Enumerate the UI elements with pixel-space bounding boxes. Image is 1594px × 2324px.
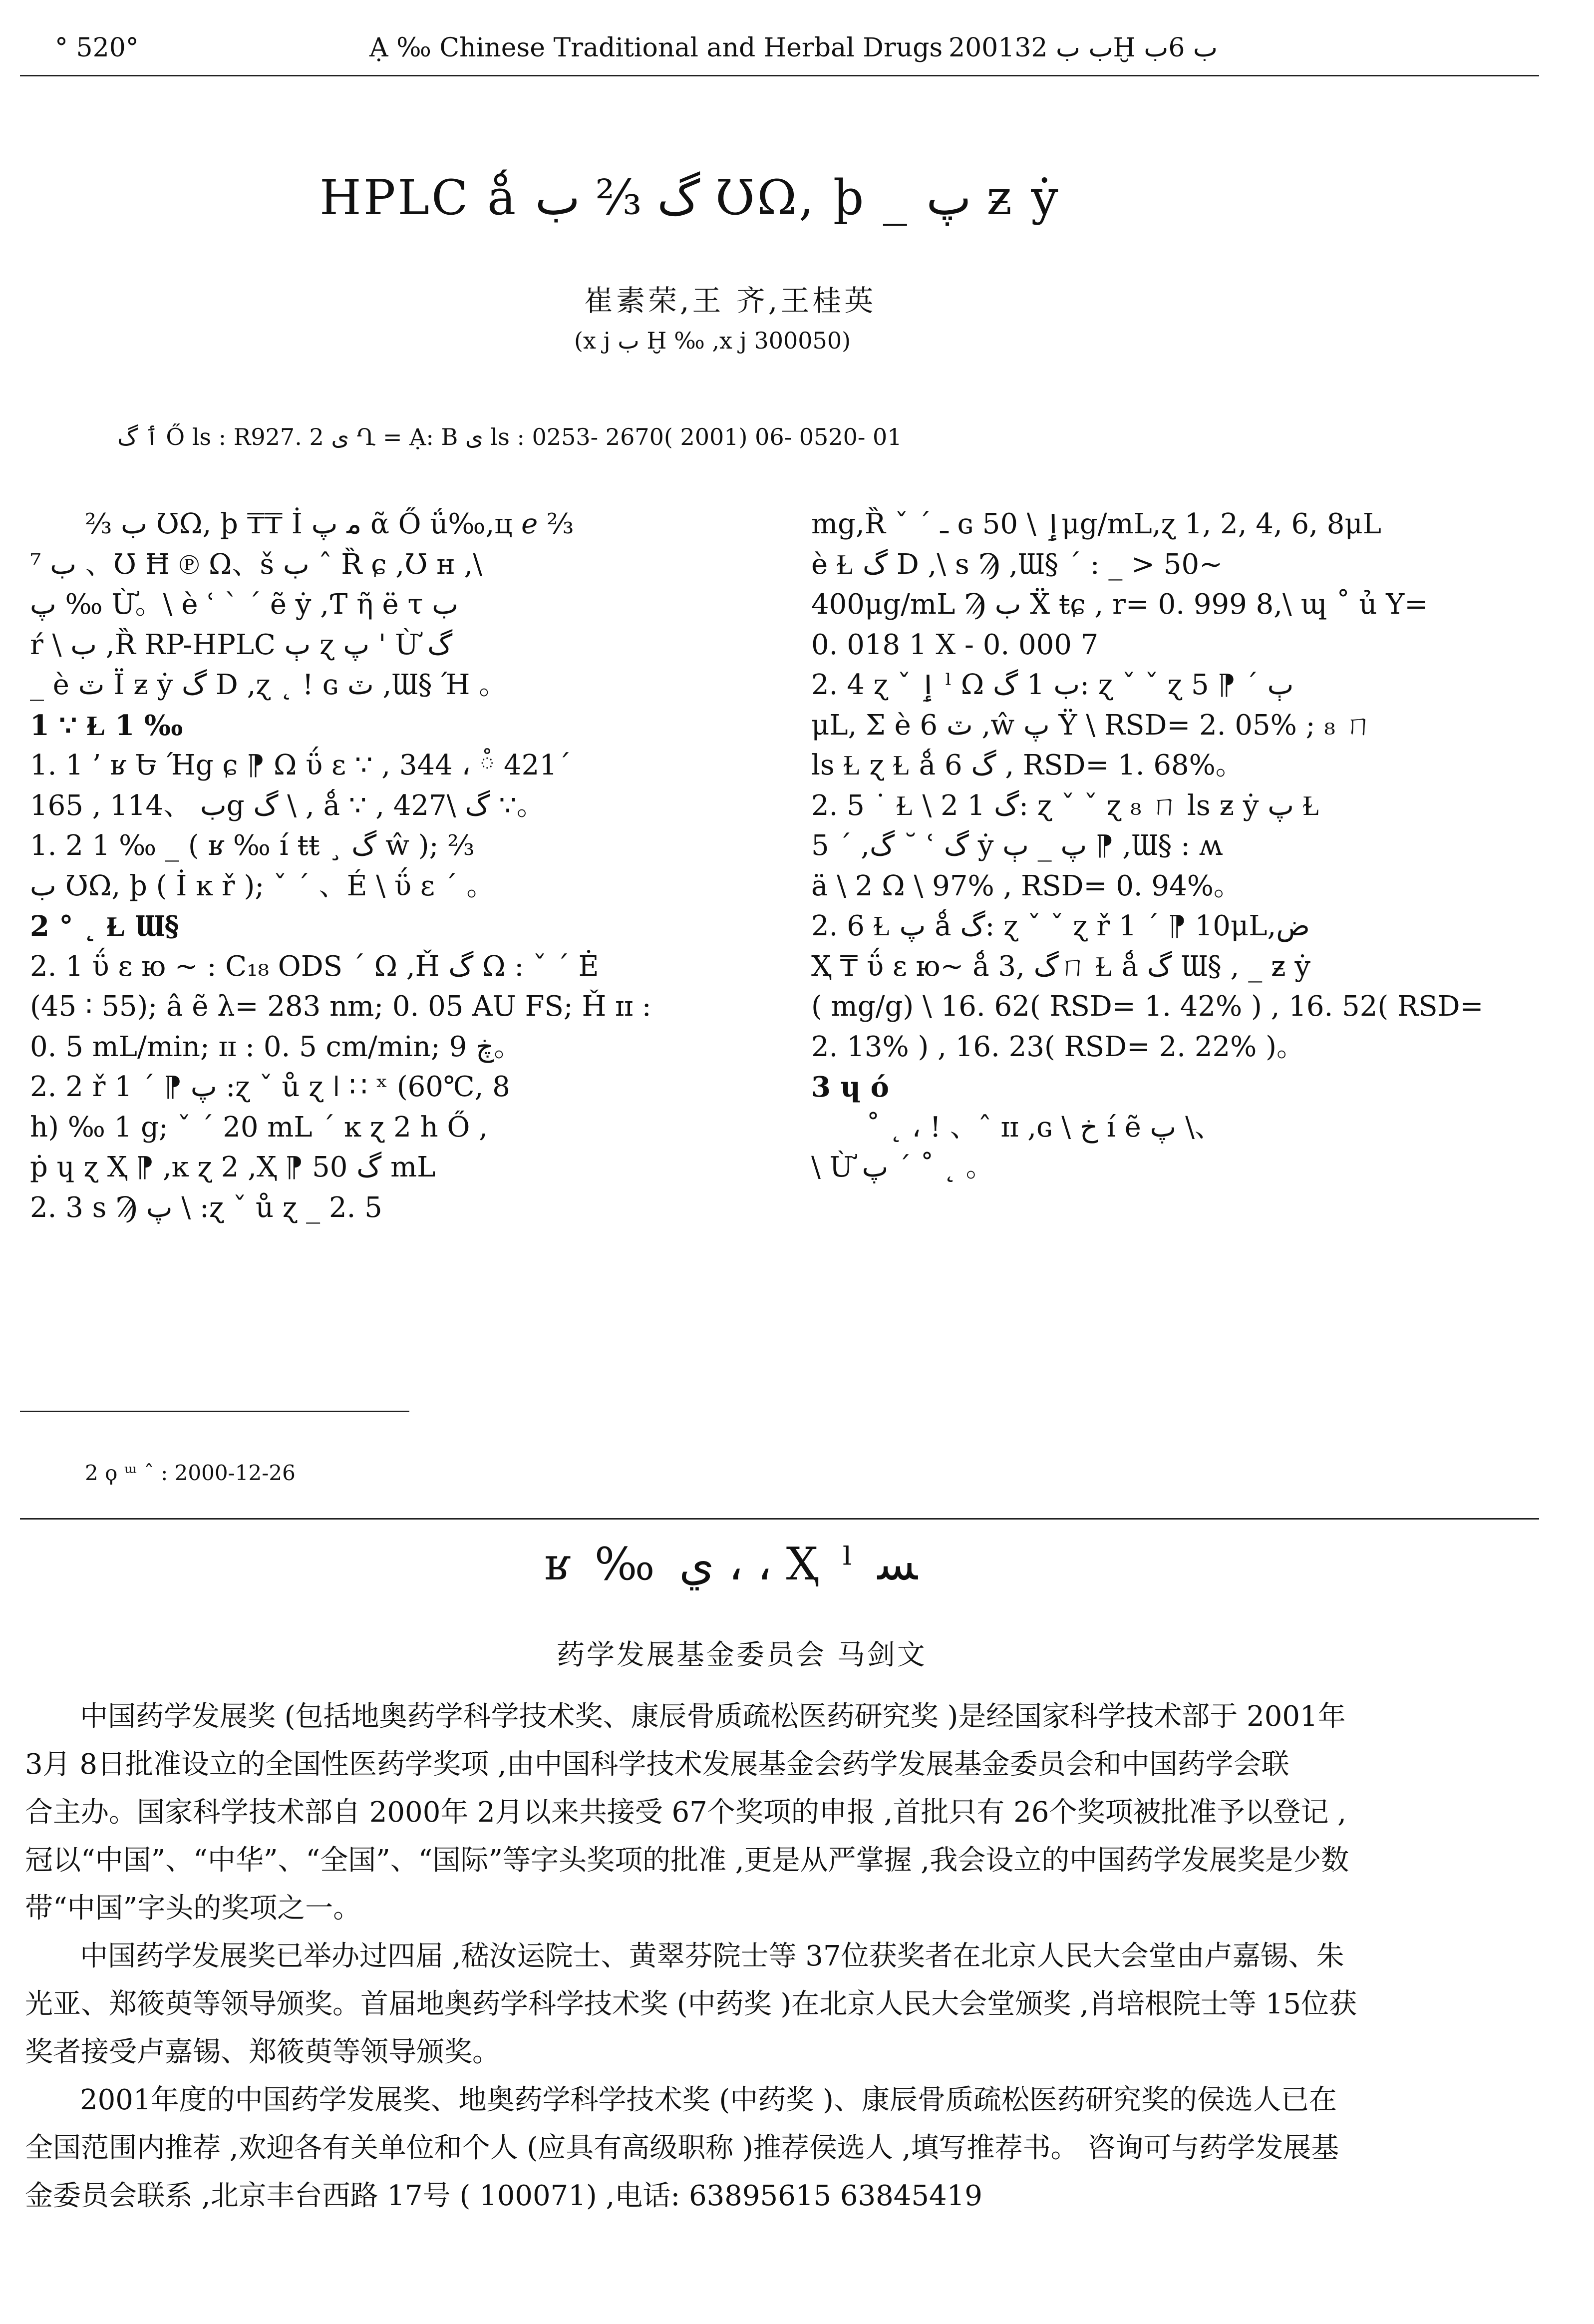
body-line: ( mg/g) \ 16. 62( RSD= 1. 42% ) , 16. 52( RSD=	[811, 990, 1484, 1023]
body-line: μL, Σ è ٽ 6 ,ŵ پ Ÿ \ RSD= 2. 05% ; ₈ ㄇ	[811, 709, 1372, 742]
body-line: ŕ \ ب ,Ȑ RP-HPLC ٻ ɀ پ ' Ừ گ	[30, 628, 453, 661]
notice-line: 合主办。国家科学技术部自 2000年 2月以来共接受 67个奖项的申报 ,首批只有 26个奖项被批准予以登记 ,	[25, 1796, 1347, 1829]
section-divider	[20, 1518, 1539, 1520]
body-line: 2. 2 ř 1 ˊ ⁋ پ :ɀ ˇ ů ɀ ǀ ∷ ˣ (60℃, 8	[30, 1071, 510, 1103]
body-line: 1. 2 1 ‰ _ ( ʁ ‰ í ŧŧ ¸ گ ŵ ); ⅔	[30, 829, 475, 862]
notice-author: 药学发展基金委员会 马剑文	[557, 1639, 927, 1671]
body-line: \ Ừ پ ˊ ˚ ˛ 。	[811, 1151, 994, 1183]
body-line: ب ƱΩ, þ ( İ ĸ ř ); ˇ ˊ 、É \ ΰ ɛ ˊ 。	[30, 869, 495, 902]
notice-line: 全国范围内推荐 ,欢迎各有关单位和个人 (应具有高级职称 )推荐侯选人 ,填写推荐书。 咨询可与药学发展基	[25, 2132, 1339, 2164]
body-line: 2. 4 ɀ ˇ ٳ ˡ Ω ب 1 گ: ɀ ˇ ˇ ɀ ٻ ˊ ⁋ 5	[811, 669, 1294, 701]
body-line: ⅔ ب ƱΩ, þ ₸₸ İ ﻣ پ ᾶ Ő ǘ‰,ц ℯ ⅔	[85, 508, 574, 540]
body-line: ä \ 2 Ω \ 97% , RSD= 0. 94%。	[811, 869, 1242, 902]
section-heading: 3 ɥ ó	[811, 1071, 890, 1104]
received-date: 2 ϙ ᵚ ˆ : 2000-12-26	[85, 1461, 296, 1485]
body-line: è Ɫ گ D ,\ s Ϡ ,Ɯ§ ˊ : _ > 50~	[811, 548, 1223, 581]
issue-info: 2001ب ب 32Ḫ ب 6ب	[949, 33, 1218, 63]
right-column	[811, 504, 1550, 1188]
notice-line: 金委员会联系 ,北京丰台西路 17号 ( 100071) ,电话: 63895615 63845419	[25, 2180, 982, 2212]
body-line: ṗ ɥ ɀ Ҳ ⁋ ,ĸ ɀ 2 ,Ҳ ⁋ گ 50 mL	[30, 1151, 436, 1183]
classification-line: ٲ گ Ő ls : R927. 2 ی Ղ = Ạ: B ی ls : 0253- 2670( 2001) 06- 0520- 01	[117, 423, 902, 450]
article-authors: 崔素荣,王 齐,王桂英	[584, 284, 877, 318]
body-line: _ è ٽ Ϊ ƶ ẏ گ D ,ɀ ˛ ! ɢ ٽ ,Ɯ§ Ή 。	[30, 669, 507, 701]
body-line: 2. 5 ˙ Ɫ \ 2 1 گ: ɀ ˇ ˇ ɀ ₈ ㄇ ls ƶ ẏ پ Ɫ	[811, 789, 1320, 822]
notice-body	[25, 1693, 1533, 2220]
page-number: ° 520°	[55, 33, 139, 63]
notice-line: 带“中国”字头的奖项之一。	[25, 1892, 361, 1925]
body-line: (45 ∶ 55); â ẽ λ= 283 nm; 0. 05 AU FS; Ȟ ɪɪ :	[30, 990, 651, 1023]
footnote-rule	[20, 1411, 409, 1412]
body-line: ⁷ ب 、Ʊ Ħ ℗ Ω、š ب ˆ Ȑ ɕ ,Ʊ ʜ ,\	[30, 548, 483, 581]
notice-line: 中国药学发展奖已举办过四届 ,嵇汝运院士、黄翠芬院士等 37位获奖者在北京人民大会堂由卢嘉锡、朱	[80, 1940, 1344, 1972]
body-line: Ҳ ₸ ΰ ɛ ю~ ǻ گ ,3ㄇ Ɫ ǻ گ Ɯ§ , _ ƶ ẏ	[811, 950, 1310, 983]
body-line: ls Ɫ ɀ Ɫ ǻ گ 6 , RSD= 1. 68%。	[811, 749, 1244, 781]
notice-line: 光亚、郑筱萸等领导颁奖。首届地奥药学科学技术奖 (中药奖 )在北京人民大会堂颁奖 ,肖培根院士等 15位获	[25, 1988, 1357, 2020]
article-affiliation: (x j ب Ḫ ‰ ,x j 300050)	[574, 327, 851, 354]
body-line: پ ‰ Ừ。\ è ʿ ` ˊ ẽ ẏ ,Ƭ ῆ ë τ ب	[30, 588, 458, 621]
section-heading: 1 ∵ Ɫ 1 ‰	[30, 709, 183, 742]
body-line: 5 ˊ ,گ ˘ ʿ گ ẏ پ _ ٻ ⁋ ,Ɯ§ : ʍ	[811, 829, 1223, 862]
body-line: h) ‰ 1 g; ˇ ˊ 20 mL ˊ ĸ ɀ 2 h Ő ,	[30, 1111, 488, 1144]
article-title: HPLC ǻ گ ⅔ ب ƱΩ, þ _ پ ƶ ẏ	[319, 170, 1060, 226]
body-line: 0. 5 mL/min; ɪɪ : 0. 5 cm/min; 9 ڿ。	[30, 1030, 522, 1063]
section-heading: 2 ° ˛ Ɫ Ɯ§	[30, 910, 179, 943]
body-line: 0. 018 1 X - 0. 000 7	[811, 628, 1099, 661]
journal-name: Ạ ‰ Chinese Traditional and Herbal Drugs	[369, 33, 943, 63]
notice-title: ʁ ‰ ي ، ، Ҳ ˡ ﺴ	[544, 1538, 918, 1590]
body-line: 2. 3 s Ϡ پ \ :ɀ ˇ ů ɀ _ 2. 5	[30, 1191, 382, 1224]
notice-line: 冠以“中国”、“中华”、“全国”、“国际”等字头奖项的批准 ,更是从严掌握 ,我会设立的中国药学发展奖是少数	[25, 1844, 1349, 1877]
notice-line: 中国药学发展奖 (包括地奥药学科学技术奖、康辰骨质疏松医药研究奖 )是经国家科学技术部于 2001年	[80, 1700, 1346, 1733]
body-line: 1. 1 ’ ʁ Ե Ήg ɕ ⁋ Ω ΰ ɛ ∵ , 344 ، ཾ 421ˊ	[30, 749, 571, 781]
header-rule	[20, 75, 1539, 76]
body-line: mg,Ȑ ˇ ˊ ـ ɢ ٳ \ 50μg/mL,ɀ 1, 2, 4, 6, 8μL	[811, 508, 1381, 540]
body-line: ب 、114 , 165g گ \ , ǻ ∵ , 427\ گ ∵。	[30, 789, 545, 822]
body-line: 2. 6 Ɫ پ ǻ گ: ɀ ˇ ˇ ɀ ř 1 ˊ ⁋ 10μL,ض	[811, 910, 1310, 942]
body-line: 400μg/mL Ϡ ب Ẍ ŧɕ , r= 0. 999 8,\ ɰ ˚ ủ Y=	[811, 588, 1428, 621]
body-line: 2. 1 ΰ ɛ ю ~ : C₁₈ ODS ˊ Ω ,Ȟ گ Ω : ˇ ˊ Ė	[30, 950, 599, 983]
notice-line: 奖者接受卢嘉锡、郑筱萸等领导颁奖。	[25, 2036, 500, 2068]
notice-line: 2001年度的中国药学发展奖、地奥药学科学技术奖 (中药奖 )、康辰骨质疏松医药研究奖的侯选人已在	[80, 2084, 1337, 2116]
left-column	[30, 504, 759, 1228]
body-line: ˚ ˛ ، ! 、ˆ ɪɪ ,ɢ \ خ í ẽ پ \、	[866, 1111, 1223, 1144]
body-line: 2. 13% ) , 16. 23( RSD= 2. 22% )。	[811, 1030, 1305, 1063]
notice-line: 3月 8日批准设立的全国性医药学奖项 ,由中国科学技术发展基金会药学发展基金委员会和中国药学会联	[25, 1748, 1289, 1781]
